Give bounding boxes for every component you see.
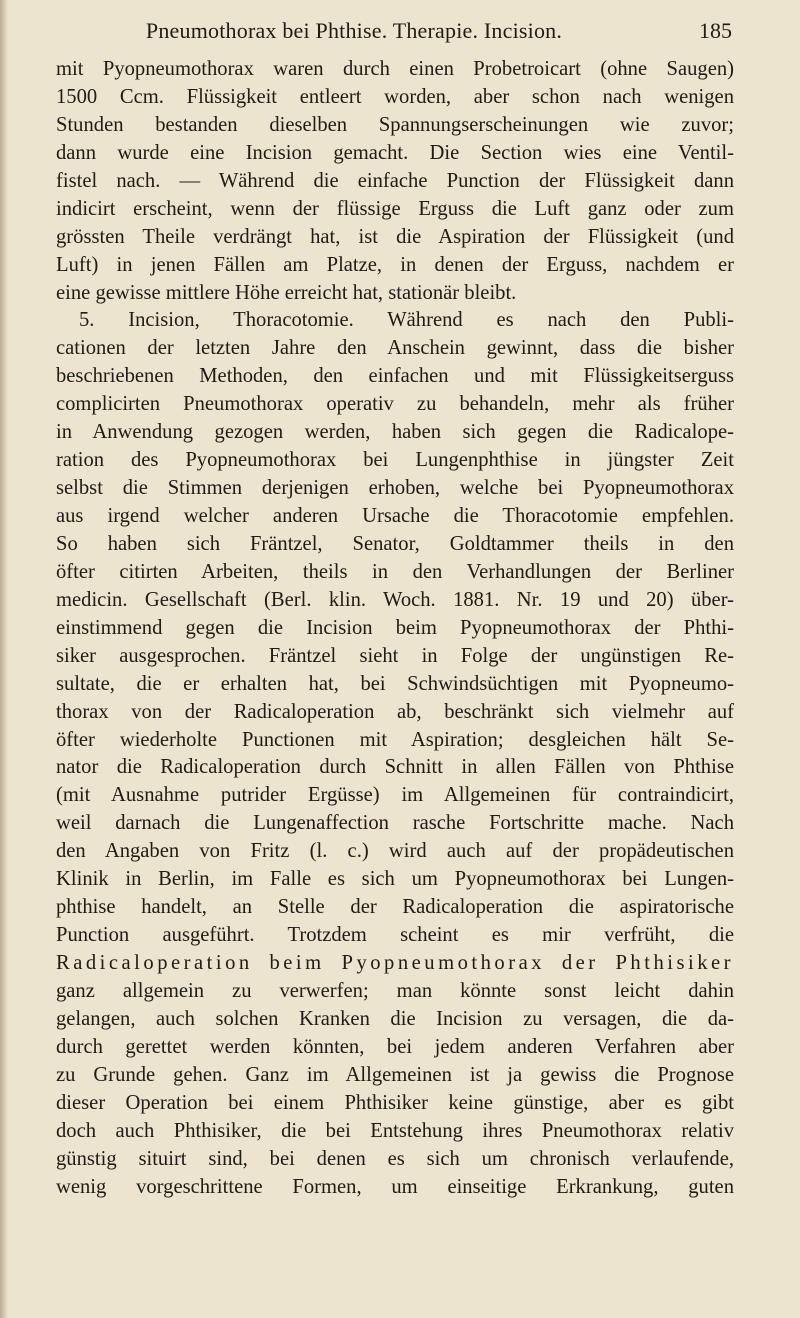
page-number: 185 (699, 18, 732, 43)
text-line: Punction ausgeführt. Trotzdem scheint es mir verfrüht, die (56, 924, 734, 947)
text-line: indicirt erscheint, wenn der flüssige Erguss die Luft ganz oder zum (56, 197, 734, 220)
text-line: öfter citirten Arbeiten, theils in den Verhandlungen der Berliner (56, 560, 734, 583)
text-line: grössten Theile verdrängt hat, ist die Aspiration der Flüssigkeit (und (56, 225, 734, 248)
text-line: sultate, die er erhalten hat, bei Schwindsüchtigen mit Pyopneumo- (56, 672, 734, 695)
text-line: ganz allgemein zu verwerfen; man könnte sonst leicht dahin (56, 979, 734, 1002)
text-line: complicirten Pneumothorax operativ zu behandeln, mehr als früher (56, 393, 734, 416)
text-line: beschriebenen Methoden, den einfachen und mit Flüssigkeitserguss (56, 365, 734, 388)
text-line: (mit Ausnahme putrider Ergüsse) im Allgemeinen für contraindicirt, (56, 784, 734, 807)
text-line: mit Pyopneumothorax waren durch einen Probetroicart (ohne Saugen) (56, 58, 734, 80)
binding-edge (0, 0, 8, 1318)
running-title: Pneumothorax bei Phthise. Therapie. Incision. (145, 18, 563, 43)
text-line: wenig vorgeschrittene Formen, um einseitige Erkrankung, guten (56, 1175, 734, 1198)
text-line: phthise handelt, an Stelle der Radicaloperation die aspiratorische (56, 896, 734, 919)
text-line: thorax von der Radicaloperation ab, beschränkt sich vielmehr auf (56, 700, 734, 723)
section-heading-line: 5. Incision, Thoracotomie. Während es nach den Publi- (79, 309, 734, 332)
text-line: nator die Radicaloperation durch Schnitt in allen Fällen von Phthise (56, 756, 734, 779)
text-line: in Anwendung gezogen werden, haben sich gegen die Radicalope- (56, 421, 734, 444)
text-line: einstimmend gegen die Incision beim Pyopneumothorax der Phthi- (56, 616, 734, 639)
text-line: Luft) in jenen Fällen am Platze, in denen der Erguss, nachdem er (56, 253, 734, 276)
text-line: eine gewisse mittlere Höhe erreicht hat, stationär bleibt. (56, 281, 517, 304)
text-line: durch gerettet werden könnten, bei jedem anderen Verfahren aber (56, 1035, 734, 1058)
text-line: So haben sich Fräntzel, Senator, Goldtammer theils in den (56, 532, 734, 555)
text-line: gelangen, auch solchen Kranken die Incision zu versagen, die da- (56, 1007, 734, 1030)
text-line: günstig situirt sind, bei denen es sich um chronisch verlaufende, (56, 1147, 734, 1170)
text-line: fistel nach. — Während die einfache Punction der Flüssigkeit dann (56, 169, 734, 192)
text-line: aus irgend welcher anderen Ursache die Thoracotomie empfehlen. (56, 505, 734, 527)
emphasized-text-line: Radicaloperation beim Pyopneumothorax der Phthisiker (56, 952, 734, 974)
text-line: dann wurde eine Incision gemacht. Die Section wies eine Ventil- (56, 141, 734, 164)
text-line: doch auch Phthisiker, die bei Entstehung ihres Pneumothorax relativ (56, 1119, 734, 1142)
text-line: zu Grunde gehen. Ganz im Allgemeinen ist ja gewiss die Prognose (56, 1063, 734, 1086)
text-line: siker ausgesprochen. Fräntzel sieht in Folge der ungünstigen Re- (56, 644, 734, 667)
text-line: 1500 Ccm. Flüssigkeit entleert worden, aber schon nach wenigen (56, 85, 734, 108)
text-line: Stunden bestanden dieselben Spannungserscheinungen wie zuvor; (56, 113, 734, 136)
text-line: öfter wiederholte Punctionen mit Aspiration; desgleichen hält Se- (56, 728, 734, 751)
text-line: weil darnach die Lungenaffection rasche Fortschritte mache. Nach (56, 812, 734, 835)
text-line: ration des Pyopneumothorax bei Lungenphthise in jüngster Zeit (56, 449, 734, 472)
text-line: cationen der letzten Jahre den Anschein gewinnt, dass die bisher (56, 337, 734, 360)
text-line: dieser Operation bei einem Phthisiker keine günstige, aber es gibt (56, 1091, 734, 1114)
page-header (56, 14, 732, 48)
text-line: selbst die Stimmen derjenigen erhoben, welche bei Pyopneumothorax (56, 477, 734, 500)
text-line: den Angaben von Fritz (l. c.) wird auch auf der propädeutischen (56, 840, 734, 863)
text-line: Klinik in Berlin, im Falle es sich um Pyopneumothorax bei Lungen- (56, 868, 734, 891)
body-text (56, 56, 734, 1201)
text-line: medicin. Gesellschaft (Berl. klin. Woch. 1881. Nr. 19 und 20) über- (56, 588, 734, 611)
